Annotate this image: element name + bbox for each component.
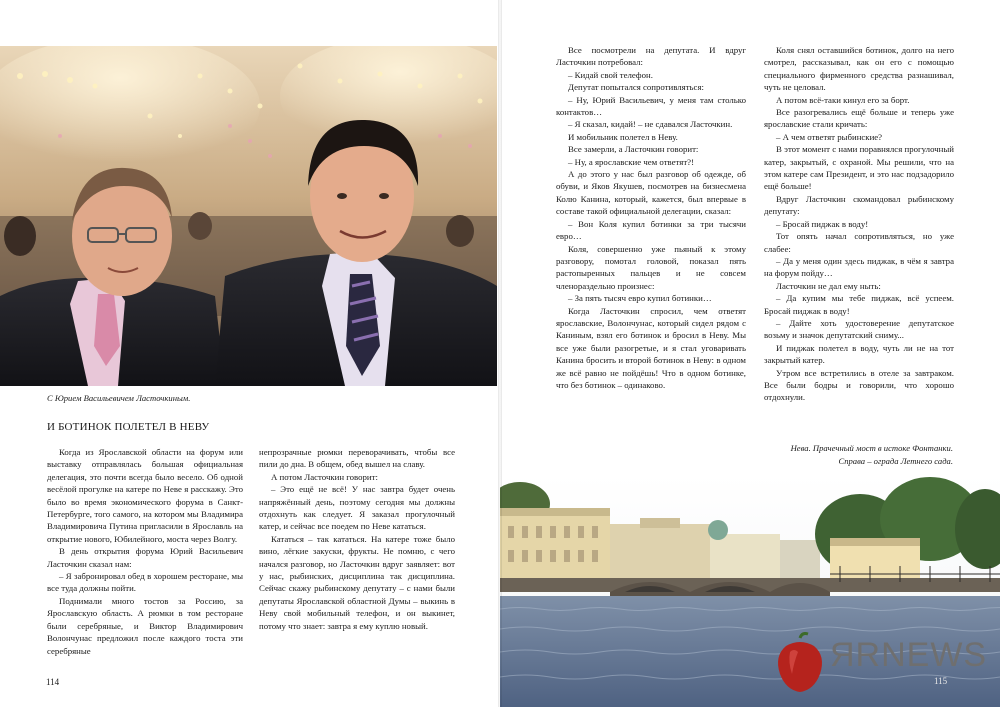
paragraph: Когда Ласточкин спросил, чем ответят ярославские, Волончунас, который сидел рядом с Каниным, взял его ботинок и бросил в Неву. Мы все уже были разогрeтые, и я стал уговаривать Канина бросить и второй ботинок в Неву: в одном же всё равно не пойдёшь! Что в одном ботинке, что без ботинок – одинаково. xyxy=(556,305,746,390)
paragraph: Все посмотрели на депутата. И вдруг Ласточкин потребовал: xyxy=(556,45,746,68)
paragraph: И пиджак полетел в воду, чуть ли не на тот закрытый катер. xyxy=(764,342,954,366)
paragraph: Все замерли, а Ласточкин говорит: xyxy=(568,144,699,155)
river-photo-caption xyxy=(791,442,953,468)
text-column-3 xyxy=(556,44,746,391)
article-heading: И БОТИНОК ПОЛЕТЕЛ В НЕВУ xyxy=(47,421,210,433)
caption-line: Нева. Прачечный мост в истоке Фонтанки. xyxy=(790,443,953,453)
paragraph: Вдруг Ласточкин скомандовал рыбинскому депутату: xyxy=(764,193,954,217)
paragraph: – Дайте хоть удостоверение депутатское возьму и значок депутатский сниму... xyxy=(764,317,954,341)
paragraph: – Бросай пиджак в воду! xyxy=(776,218,869,229)
caption-line: Справа – ограда Летнего сада. xyxy=(838,456,953,466)
paragraph: В день открытия форума Юрий Васильевич Ласточкин сказал нам: xyxy=(47,546,243,569)
paragraph: Коля снял оставшийся ботинок, долго на него смотрел, рассказывал, как он его с помощью специального фирменного средства разнашивал, чуть не целовал. xyxy=(764,45,954,93)
paragraph: Кататься – так кататься. На катере тоже было вино, лёгкие закуски, фрукты. Не помню, с чего начался разговор, но Ласточкин вдруг заявляет: вот у нас, рыбинских, дисциплина так дисциплина. Сейчас скажу рыбинскому депутату – с нами были депутаты Ярославской областной Думы – выкинь в Неву свой мобильный телефон, и он выкинет, потому что знает: завтра я ему куплю новый. xyxy=(259,533,455,631)
page-number: 115 xyxy=(934,676,948,686)
paragraph: непрозрачные рюмки переворачивать, чтобы все пили до дна. В общем, обед вышел на славу. xyxy=(259,447,455,470)
paragraph: Поднимали много тостов за Россию, за Ярославскую область. А рюмки в том ресторане были серебряные, и Виктор Владимирович Волончунас предложил после каждого тоста эти серебряные xyxy=(47,595,243,656)
text-column-4 xyxy=(764,44,954,404)
paragraph: – Вон Коля купил ботинки за три тысячи евро… xyxy=(556,218,746,242)
yarnews-logo xyxy=(772,628,988,698)
paragraph: Все разогревались ещё больше и теперь уже ярославские стали кричать: xyxy=(764,107,954,130)
paragraph: И мобильник полетел в Неву. xyxy=(568,131,678,142)
paragraph: – Я забронировал обед в хорошем ресторане, мы все туда должны пойти. xyxy=(47,571,243,594)
paragraph: – Кидай свой телефон. xyxy=(568,69,653,80)
paragraph: Тот опять начал сопротивляться, но уже слабее: xyxy=(764,231,954,254)
right-page xyxy=(500,0,1000,707)
paragraph: – Я сказал, кидай! – не сдавался Ласточкин. xyxy=(568,119,733,130)
photo-caption: С Юрием Васильевичем Ласточкиным. xyxy=(47,393,191,403)
paragraph: Ласточкин не дал ему ныть: xyxy=(776,280,881,291)
paragraph: А потом всё-таки кинул его за борт. xyxy=(776,94,910,105)
portrait-photo xyxy=(0,46,497,386)
paragraph: Когда из Ярославской области на форум или выставку отправлялась большая официальная делегация, это почти всегда было весело. Об одной весёлой прогулке на катере по Неве я расскажу. Это было во время экономического форума в Санкт-Петербурге, того самого, на котором мы Владимира Владимировича Путина пригласили в Ярославль на открытие нового, Юбилейного, моста через Волгу. xyxy=(47,447,243,544)
paragraph: – А чем ответят рыбинские? xyxy=(776,131,883,142)
paragraph: – Да купим мы тебе пиджак, всё успеем. Бросай пиджак в воду! xyxy=(764,293,954,316)
book-spine-shadow xyxy=(498,0,502,707)
paragraph: В этот момент с нами поравнялся прогулочный катер, закрытый, с охраной. Мы решили, что на этом катере сам Президент, и это нас подзадорило ещё больше! xyxy=(764,144,954,192)
logo-text: ЯRNEWS xyxy=(830,636,988,674)
paragraph: – Ну, Юрий Васильевич, у меня там столько контактов… xyxy=(556,94,746,118)
text-column-2 xyxy=(259,446,455,632)
paragraph: Депутат попытался сопротивляться: xyxy=(568,82,704,93)
text-column-1 xyxy=(47,446,243,657)
paragraph: Коля, совершенно уже пьяный к этому разговору, помотал головой, показал пять растопыренных пальцев и не совсем членораздельно произнес: xyxy=(556,243,746,291)
paragraph: А потом Ласточкин говорит: xyxy=(271,471,378,482)
paragraph: А до этого у нас был разговор об одежде, об обуви, и Яков Якушев, посмотрев на бизнесмена Колю Канина, который, кажется, был впервые в составе такой официальной делегации, сказал: xyxy=(556,169,746,217)
paragraph: – Да у меня один здесь пиджак, в чём я завтра на форум пойду… xyxy=(764,255,954,279)
pepper-icon xyxy=(772,632,828,694)
paragraph: – Ну, а ярославские чем ответят?! xyxy=(568,156,695,167)
paragraph: – Это ещё не всё! У нас завтра будет очень напряжённый день, поэтому сегодня мы должны отдохнуть как следует. Я заказал прогулочный катер, и сейчас все поедем по Неве кататься. xyxy=(259,484,455,532)
paragraph: Утром все встретились в отеле за завтраком. Все были бодры и говорили, что хорошо отдохнули. xyxy=(764,367,954,403)
page-number: 114 xyxy=(46,677,60,687)
paragraph: – За пять тысяч евро купил ботинки… xyxy=(568,293,712,304)
